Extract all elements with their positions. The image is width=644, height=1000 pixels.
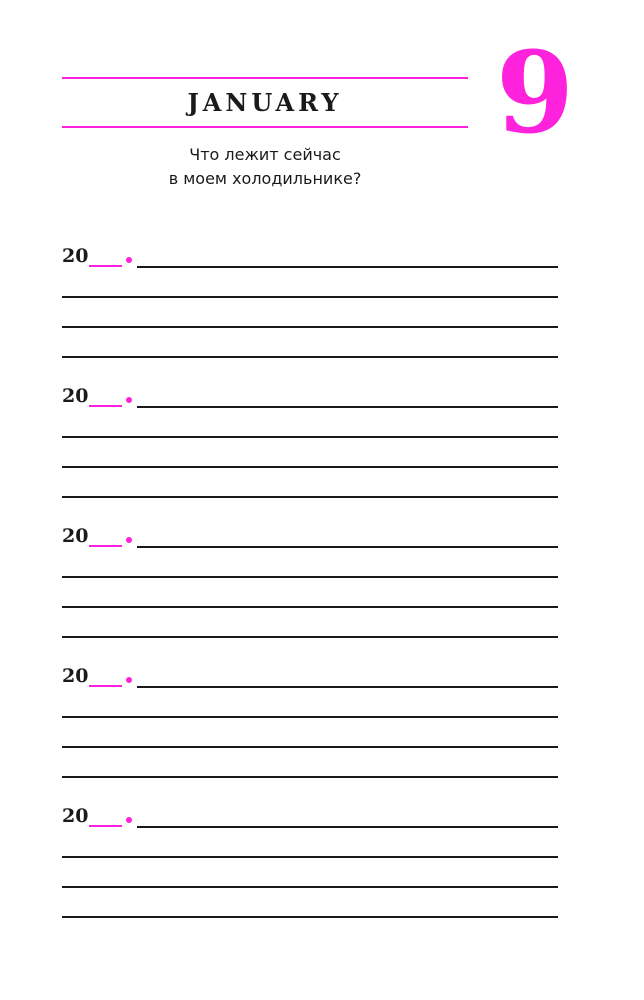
- writing-line[interactable]: [137, 686, 558, 688]
- writing-line[interactable]: [137, 406, 558, 408]
- prompt-question: [150, 143, 380, 191]
- bullet-dot: [126, 817, 132, 823]
- year-prefix: 20: [62, 385, 89, 407]
- year-blank[interactable]: [89, 825, 122, 827]
- year-prefix: 20: [62, 525, 89, 547]
- writing-line[interactable]: [62, 326, 558, 328]
- writing-line[interactable]: [62, 886, 558, 888]
- year-prefix: 20: [62, 665, 89, 687]
- writing-line[interactable]: [62, 746, 558, 748]
- writing-line[interactable]: [62, 296, 558, 298]
- day-number: 9: [496, 28, 574, 159]
- writing-line[interactable]: [62, 636, 558, 638]
- journal-entry-3: [0, 525, 644, 665]
- journal-entry-5: [0, 805, 644, 945]
- writing-line[interactable]: [62, 916, 558, 918]
- writing-line[interactable]: [62, 716, 558, 718]
- year-blank[interactable]: [89, 265, 122, 267]
- journal-entry-1: [0, 245, 644, 385]
- header-rule-bottom: [62, 126, 468, 128]
- journal-entry-2: [0, 385, 644, 525]
- journal-entry-4: [0, 665, 644, 805]
- writing-line[interactable]: [62, 496, 558, 498]
- writing-line[interactable]: [62, 436, 558, 438]
- writing-line[interactable]: [62, 576, 558, 578]
- year-blank[interactable]: [89, 685, 122, 687]
- writing-line[interactable]: [62, 466, 558, 468]
- bullet-dot: [126, 397, 132, 403]
- writing-line[interactable]: [62, 356, 558, 358]
- month-title: JANUARY: [187, 88, 343, 117]
- bullet-dot: [126, 537, 132, 543]
- header-rule-top: [62, 77, 468, 79]
- writing-line[interactable]: [62, 776, 558, 778]
- writing-line[interactable]: [137, 266, 558, 268]
- bullet-dot: [126, 257, 132, 263]
- writing-line[interactable]: [62, 606, 558, 608]
- year-prefix: 20: [62, 245, 89, 267]
- writing-line[interactable]: [137, 546, 558, 548]
- year-blank[interactable]: [89, 405, 122, 407]
- year-blank[interactable]: [89, 545, 122, 547]
- prompt-question-line-1: Что лежит сейчас: [189, 145, 341, 164]
- writing-line[interactable]: [137, 826, 558, 828]
- year-prefix: 20: [62, 805, 89, 827]
- writing-line[interactable]: [62, 856, 558, 858]
- prompt-question-line-2: в моем холодильнике?: [168, 169, 362, 188]
- bullet-dot: [126, 677, 132, 683]
